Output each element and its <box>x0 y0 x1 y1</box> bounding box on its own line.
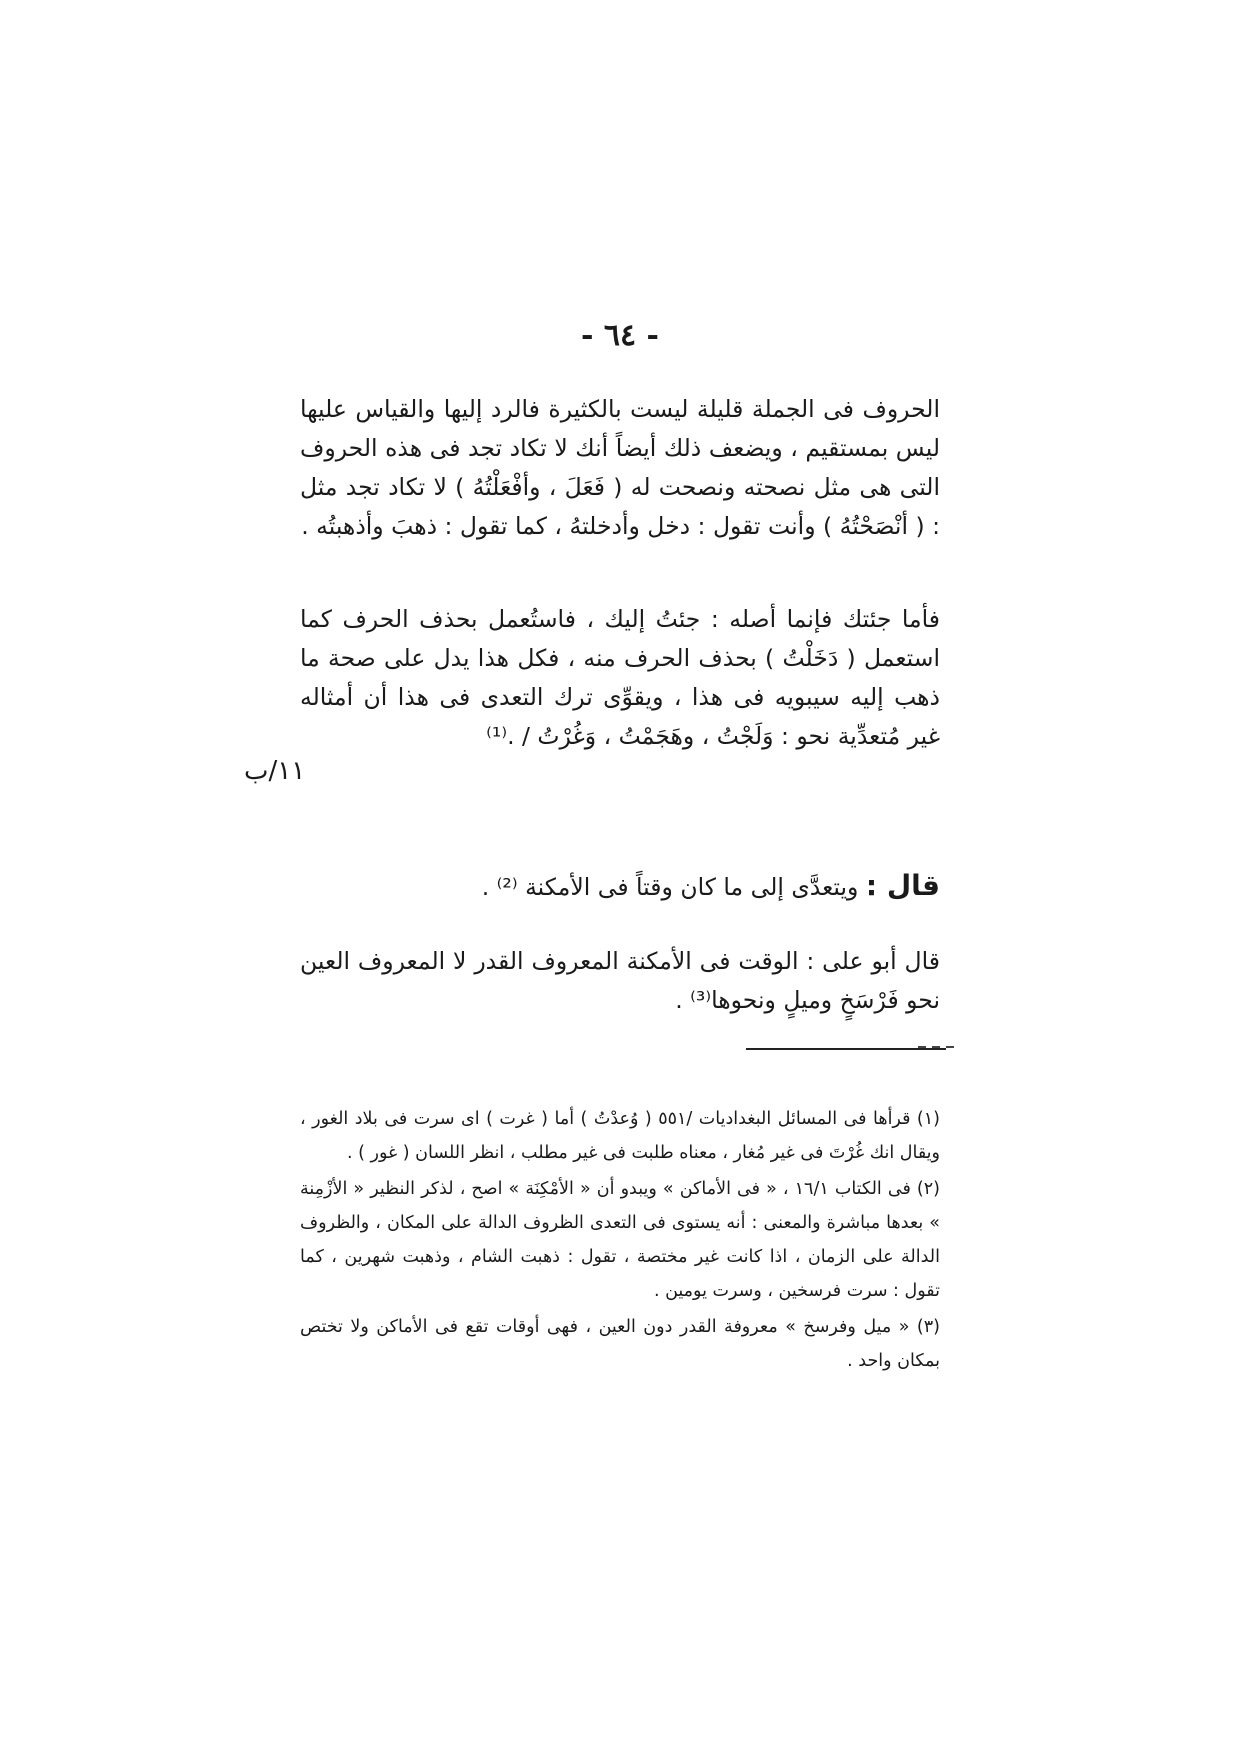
body-paragraph-4: قال أبو على : الوقت فى الأمكنة المعروف القدر لا المعروف العين نحو فَرْسَخٍ وميلٍ ونحوها⁽³⁾ . <box>300 947 940 1014</box>
qal-text: ويتعدَّى إلى ما كان وقتاً فى الأمكنة ⁽²⁾ . <box>481 873 859 901</box>
footnote-separator <box>746 1048 946 1050</box>
body-paragraph-1: الحروف فى الجملة قليلة ليست بالكثيرة فالرد إليها والقياس عليها ليس بمستقيم ، ويضعف ذلك أيضاً أنك لا تكاد تجد فى هذه الحروف التى هى مثل نصحته ونصحت له ( فَعَلَ ، وأفْعَلْتُهُ ) لا تكاد تجد مثل : ( أنْصَحْتُهُ ) وأنت تقول : دخل وأدخلتهُ ، كما تقول : ذهبَ وأذهبتُه . <box>300 395 940 540</box>
body-paragraph-3 <box>300 866 940 907</box>
footnote-2: (٢) فى الكتاب ١٦/١ ، « فى الأماكن » ويبدو أن « الأمْكِنَة » اصح ، لذكر النظير « الأزْمِنة » بعدها مباشرة والمعنى : أنه يستوى فى التعدى الظروف الدالة على المكان ، والظروف الدالة على الزمان ، اذا كانت غير مختصة ، تقول : ذهبت الشام ، وذهبت شهرين ، كما تقول : سرت فرسخين ، وسرت يومين . <box>300 1179 940 1301</box>
footnote-1: (١) قرأها فى المسائل البغداديات /٥٥١ ( وُعدْتُ ) أما ( غرت ) اى سرت فى بلاد الغور ، ويقال انك غُرْتَ فى غير مُغار ، معناه طلبت فى غير مطلب ، انظر اللسان ( غور ) . <box>300 1109 940 1163</box>
footnotes <box>300 1102 940 1380</box>
footnote-separator-dash <box>912 1046 958 1048</box>
footnote-3: (٣) « ميل وفرسخ » معروفة القدر دون العين ، فهى أوقات تقع فى الأماكن ولا تختص بمكان واحد . <box>300 1317 940 1371</box>
margin-note: ١١/ب <box>244 756 306 786</box>
body-paragraph-2: فأما جئتك فإنما أصله : جئتُ إليك ، فاستُعمل بحذف الحرف كما استعمل ( دَخَلْتُ ) بحذف الحرف منه ، فكل هذا يدل على صحة ما ذهب إليه سيبويه فى هذا ، ويقوِّى ترك التعدى فى هذا أن أمثاله غير مُتعدِّية نحو : وَلَجْتُ ، وهَجَمْتُ ، وَغُرْتُ / .⁽¹⁾ <box>300 605 940 750</box>
qal-label: قال : <box>865 869 940 902</box>
page-number: - ٦٤ - <box>580 318 660 353</box>
